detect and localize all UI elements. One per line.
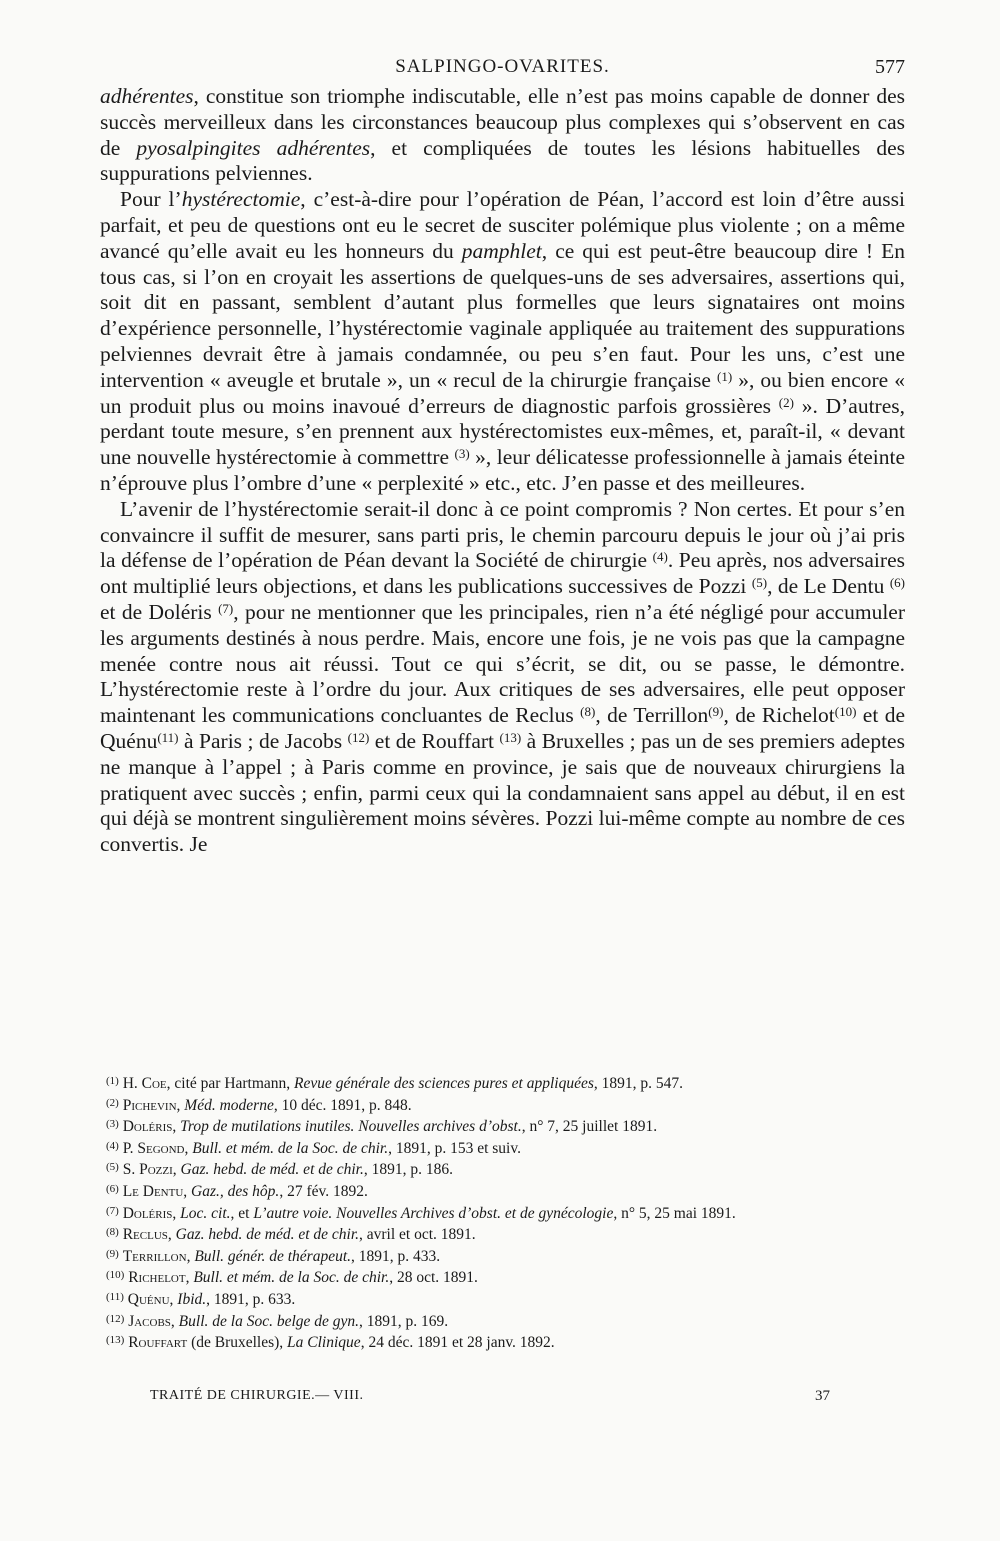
footnote-reference: (6) [889,575,905,591]
footnote-author: Pichevin [122,1096,177,1114]
paragraph [100,497,905,858]
paragraph [100,84,905,187]
italic-text: pamphlet [461,238,542,263]
footnote-title: Bull. et mém. de la Soc. de chir. [192,1139,389,1157]
footnote-text: , [185,1269,194,1287]
footnote-author: Jacobs [128,1312,171,1330]
footnote-text: , 10 déc. 1891, p. 848. [273,1096,412,1114]
footnote-author: Reclus [122,1226,168,1244]
footnote-title: Gaz., des hôp. [191,1182,280,1200]
footnote-text: , 24 déc. 1891 et 28 janv. 1892. [360,1334,555,1352]
text-run: ». D’autres, perdant toute mesure, s’en prennent aux hystérectomistes eux-mêmes, et, paraît-il, « devant une nouvelle hystérectomie à commettre [100,393,905,470]
footnote-text: , [184,1139,193,1157]
footnote-text: , 1891, p. 633. [206,1290,296,1308]
footnote-reference: (9) [708,704,724,720]
page-number: 577 [875,56,905,78]
italic-text: hystérectomie [181,187,301,212]
footnote-text: , 1891, p. 433. [351,1247,441,1265]
footnote-text: , [176,1096,185,1114]
footnote [100,1158,905,1180]
footnote [100,1245,905,1267]
text-run: », ou bien encore « un produit plus ou moins inavoué d’erreurs de diagnostic parfois grossières [100,367,905,418]
footnote-text: , [172,1118,181,1136]
footnote-reference: (5) [751,575,768,591]
footnote-text: , 1891, p. 153 et suiv. [388,1139,521,1157]
footnote-reference: (1) [717,368,733,384]
footnote-mark: (8) [106,1226,119,1239]
footnote-mark: (11) [106,1290,124,1303]
footnote-mark: (9) [106,1247,119,1260]
footnote-mark: (1) [106,1075,119,1087]
footnote-text: , [172,1161,181,1179]
footnote-text: , cité par Hartmann, [166,1075,295,1092]
footnote-reference: (11) [157,729,179,745]
footnote-text: , 1891, p. 547. [593,1075,684,1092]
page-footer [150,1388,830,1412]
italic-text: adhérentes [100,84,194,108]
italic-text: pyosalpingites adhérentes [136,135,371,160]
body-text [100,84,905,858]
footnote-author: Terrillon [122,1247,187,1265]
footnote-author: H. Coe [122,1075,167,1092]
footnote-reference: (7) [218,600,234,616]
text-run: et de Rouffart [369,728,500,753]
footnote-text: , n° 5, 25 mai 1891. [613,1204,736,1222]
footnote [100,1094,905,1116]
footnote-text: , [183,1182,192,1200]
footnote [100,1223,905,1245]
footnote-author: Rouffart [128,1334,188,1352]
footnote-author: P. Segond [122,1139,185,1157]
footnote-title: Ibid. [177,1290,207,1308]
footnote [100,1331,905,1353]
footnote-title: Gaz. hebd. de méd. et de chir. [180,1161,364,1179]
text-run: Pour l’ [120,187,182,212]
text-run: L’avenir de l’hystérectomie serait-il donc à ce point compromis ? Non certes. Et pour s’en convaincre il suffit de mesurer, sans parti pris, le chemin parcouru depuis le jour où j’ai pris la défense de l’opération de Péan devant la Société de chirurgie [100,496,905,573]
running-title: SALPINGO-OVARITES. [395,56,610,77]
footnote-title: L’autre voie. Nouvelles Archives d’obst. et de gynécologie [253,1204,614,1222]
footnote-title: Méd. moderne [184,1096,274,1114]
footnote-text: , [172,1204,181,1222]
footnote-title: La Clinique [287,1334,361,1352]
footnote-title: Revue générale des sciences pures et appliquées [294,1075,594,1092]
footnote-mark: (3) [106,1118,119,1131]
text-run: , et compliquées de toutes les lésions habituelles des suppurations pelviennes. [100,135,905,186]
footnote-title: Gaz. hebd. de méd. et de chir. [175,1226,360,1244]
text-run: , de Le Dentu [767,574,890,599]
footnote-title: Bull. génér. de thérapeut. [194,1247,352,1265]
footnote-author: Richelot [128,1269,186,1287]
text-run: et de Doléris [100,599,219,624]
footnote-text: , 28 oct. 1891. [389,1269,478,1287]
footnote [100,1180,905,1202]
footnote-reference: (3) [454,446,470,462]
footnote-text: , 1891, p. 186. [363,1161,453,1179]
page-header [100,56,905,86]
footnote-text: , 27 fév. 1892. [279,1182,368,1200]
footnote-reference: (8) [580,704,596,720]
footnote-text: , [170,1312,179,1330]
footnote [100,1115,905,1137]
footnotes [100,1072,905,1353]
paragraph [100,187,905,497]
text-run: et de Quénu [100,703,906,753]
footnote-author: Doléris [122,1118,173,1136]
footer-volume-title: TRAITÉ DE CHIRURGIE.— VIII. [150,1388,364,1403]
footnote-mark: (2) [106,1096,119,1109]
footnote-author: S. Pozzi [122,1161,173,1179]
footnote-title: Trop de mutilations inutiles. Nouvelles archives d’obst. [180,1118,522,1136]
footnote-text: , 1891, p. 169. [359,1312,449,1330]
footnote-author: Quénu [127,1290,170,1308]
text-run: . Peu après, nos adversaires ont multiplié leurs objections, et dans les publications successives de Pozzi [100,548,905,599]
text-run: , c’est-à-dire pour l’opération de Péan, l’accord est loin d’être aussi parfait, et peu de questions ont eu le secret de susciter polémique plus violente ; on a même avancé qu’elle avait eu les honneurs du [100,187,905,263]
text-run: , ce qui est peut-être beaucoup dire ! En tous cas, si l’on en croyait les assertions de quelques-uns de ses adversaires, assertions qui, soit dit en passant, semblent d’autant plus formelles que leurs signataires ont moins d’expérience personnelle, l’hystérectomie vaginale appliquée au traitement des suppurations pelviennes devrait être à jamais condamnée, ou peu s’en faut. Pour les uns, c’est une intervention « aveugle et brutale », un « recul de la chirurgie française [100,238,905,392]
footnote-mark: (13) [106,1334,125,1347]
footnote-author: Doléris [122,1204,173,1222]
text-run: à Paris ; de Jacobs [178,728,348,753]
footnote-mark: (5) [106,1161,119,1174]
footnote-text: , [167,1226,176,1244]
footnote-mark: (6) [106,1182,119,1195]
footnote-text: , n° 7, 25 juillet 1891. [521,1118,658,1136]
footnote [100,1072,905,1094]
footnote-reference: (10) [834,704,857,720]
text-run: , pour ne mentionner que les principales, rien n’a été négligé pour accumuler les arguments destinés à nous perdre. Mais, encore une fois, je ne vois pas que la campagne menée contre nous ait réussi. Tout ce qui s’écrit, se dit, ou se passe, le démontre. L’hystérectomie reste à l’ordre du jour. Aux critiques de ses adversaires, elle peut opposer maintenant les communications concluantes de Reclus [100,599,905,728]
text-run: à Bruxelles ; pas un de ses premiers adeptes ne manque à l’appel ; à Paris comme en province, je sais que de nouveaux chirurgiens la pratiquent avec succès ; enfin, parmi ceux qui la condamnaient sans appel au début, il en est qui déjà se montrent singulièrement moins sévères. Pozzi lui-même compte au nombre de ces convertis. Je [100,728,905,857]
footnote [100,1202,905,1224]
footnote-text: (de Bruxelles), [187,1334,288,1352]
footnote-title: Bull. de la Soc. belge de gyn. [178,1312,360,1330]
footnote-reference: (4) [652,549,668,565]
footnote-text: , et [230,1204,254,1222]
footnote-reference: (13) [499,729,522,745]
footnote-text: , [169,1290,178,1308]
footnote-author: Le Dentu [122,1182,184,1200]
footnote-mark: (12) [106,1312,125,1325]
footnote-title: Bull. et mém. de la Soc. de chir. [193,1269,390,1287]
text-run: », leur délicatesse professionnelle à jamais éteinte n’éprouve plus l’ombre d’une « perplexité » etc., etc. J’en passe et des meilleures. [100,445,906,495]
footnote-text: , avril et oct. 1891. [359,1226,476,1244]
text-run: , constitue son triomphe indiscutable, elle n’est pas moins capable de donner des succès merveilleux dans les circonstances beaucoup plus complexes qui s’observent en cas de [100,84,905,160]
footnote [100,1137,905,1159]
footnote [100,1266,905,1288]
footnote [100,1288,905,1310]
footnote [100,1310,905,1332]
footnote-reference: (12) [347,729,370,745]
footnote-reference: (2) [778,394,794,410]
footnote-title: Loc. cit. [180,1204,231,1222]
footnote-mark: (4) [106,1139,119,1152]
footnote-mark: (10) [106,1269,125,1282]
signature-number: 37 [815,1388,830,1404]
text-run: , de Richelot [723,703,835,728]
footnote-mark: (7) [106,1204,119,1217]
text-run: , de Terrillon [595,703,709,728]
footnote-text: , [186,1247,195,1265]
